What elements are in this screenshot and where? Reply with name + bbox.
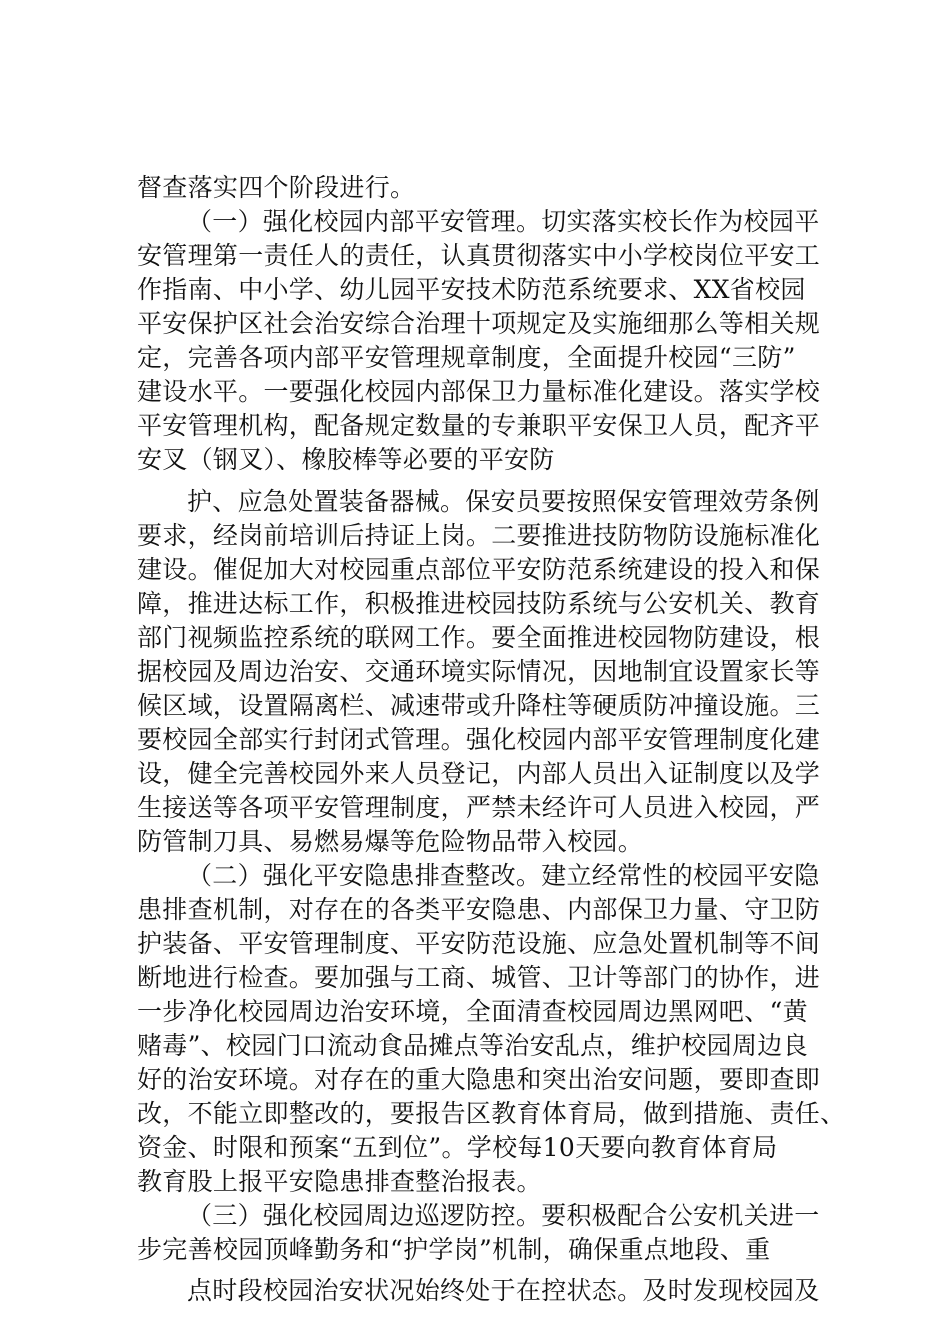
paragraph-heading-line: （二）强化平安隐患排查整改。建立经常性的校园平安隐 (187, 861, 820, 890)
text-line: 教育股上报平安隐患排查整治报表。 (137, 1167, 542, 1196)
text-line: 据校园及周边治安、交通环境实际情况，因地制宜设置家长等 (137, 657, 821, 686)
text-line: 护装备、平安管理制度、平安防范设施、应急处置机制等不间 (137, 929, 821, 958)
text-line: 一步净化校园周边治安环境，全面清查校园周边黑网吧、“黄 (137, 997, 808, 1026)
text-line: 要校园全部实行封闭式管理。强化校园内部平安管理制度化建 (137, 725, 821, 754)
text-line: 步完善校园顶峰勤务和“护学岗”机制，确保重点地段、重 (137, 1235, 771, 1264)
text-line: 设，健全完善校园外来人员登记，内部人员出入证制度以及学 (137, 759, 821, 788)
text-line: 平安保护区社会治安综合治理十项规定及实施细那么等相关规 (137, 309, 821, 338)
text-line: 护、应急处置装备器械。保安员要按照保安管理效劳条例 (187, 487, 820, 516)
text-line: 建设。催促加大对校园重点部位平安防范系统建设的投入和保 (137, 555, 821, 584)
text-line: 断地进行检查。要加强与工商、城管、卫计等部门的协作，进 (137, 963, 821, 992)
text-line: 生接送等各项平安管理制度，严禁未经许可人员进入校园，严 (137, 793, 821, 822)
text-line: 资金、时限和预案“五到位”。学校每10天要向教育体育局 (137, 1133, 778, 1162)
text-line: 作指南、中小学、幼儿园平安技术防范系统要求、XX省校园 (137, 275, 806, 304)
text-line: 建设水平。一要强化校园内部保卫力量标准化建设。落实学校 (137, 377, 821, 406)
text-line: 好的治安环境。对存在的重大隐患和突出治安问题，要即查即 (137, 1065, 821, 1094)
text-line: 障，推进达标工作，积极推进校园技防系统与公安机关、教育 (137, 589, 821, 618)
text-line: 安管理第一责任人的责任，认真贯彻落实中小学校岗位平安工 (137, 241, 821, 270)
text-line: 定，完善各项内部平安管理规章制度，全面提升校园“三防” (137, 343, 796, 372)
text-line: 防管制刀具、易燃易爆等危险物品带入校园。 (137, 827, 644, 856)
text-line: 候区域，设置隔离栏、减速带或升降柱等硬质防冲撞设施。三 (137, 691, 821, 720)
text-line: 要求，经岗前培训后持证上岗。二要推进技防物防设施标准化 (137, 521, 821, 550)
text-line: 患排查机制，对存在的各类平安隐患、内部保卫力量、守卫防 (137, 895, 821, 924)
paragraph-heading-line: （一）强化校园内部平安管理。切实落实校长作为校园平 (187, 207, 820, 236)
text-line: 督查落实四个阶段进行。 (137, 173, 416, 202)
text-line: 部门视频监控系统的联网工作。要全面推进校园物防建设，根 (137, 623, 821, 652)
paragraph-heading-line: （三）强化校园周边巡逻防控。要积极配合公安机关进一 (187, 1201, 820, 1230)
text-line: 平安管理机构，配备规定数量的专兼职平安保卫人员，配齐平 (137, 411, 821, 440)
text-line: 安叉（钢叉）、橡胶棒等必要的平安防 (137, 445, 555, 474)
text-line: 赌毒”、校园门口流动食品摊点等治安乱点，维护校园周边良 (137, 1031, 808, 1060)
text-line: 改，不能立即整改的，要报告区教育体育局，做到措施、责任、 (137, 1099, 846, 1128)
text-line: 点时段校园治安状况始终处于在控状态。及时发现校园及 (187, 1276, 820, 1305)
